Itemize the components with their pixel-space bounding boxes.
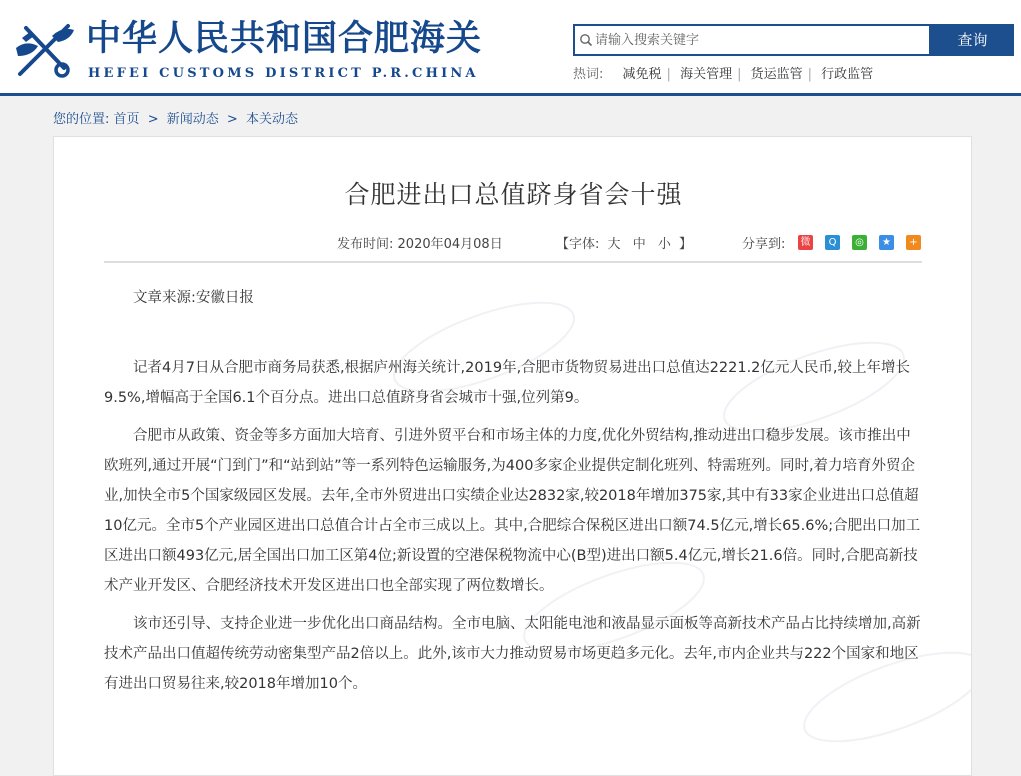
search-button[interactable]: 查询 — [931, 24, 1014, 56]
article-source: 文章来源:安徽日报 — [133, 290, 254, 306]
search-icon — [579, 33, 593, 47]
wechat-icon[interactable]: ◎ — [852, 235, 867, 250]
customs-logo-icon[interactable] — [12, 18, 78, 80]
article-paragraph: 记者4月7日从合肥市商务局获悉,根据庐州海关统计,2019年,合肥市货物贸易进出口总值达2221.2亿元人民币,较上年增长9.5%,增幅高于全国6.1个百分点。进出口总值跻身省会城市十强,位列第9。 — [104, 360, 911, 406]
publish-date-value: 2020年04月08日 — [397, 237, 503, 252]
hot-words: 热词: 减免税 | 海关管理 | 货运监管 | 行政监管 — [573, 63, 878, 82]
site-subtitle: HEFEI CUSTOMS DISTRICT P.R.CHINA — [88, 66, 479, 81]
font-size-medium[interactable]: 中 — [632, 237, 646, 252]
site-title: 中华人民共和国合肥海关 — [86, 18, 483, 59]
search-box — [573, 24, 931, 56]
hot-word-link[interactable]: 海关管理 — [680, 67, 733, 82]
site-header — [0, 0, 1021, 93]
publish-date — [337, 233, 503, 252]
hot-word-link[interactable]: 减免税 — [622, 67, 662, 82]
breadcrumb-news[interactable]: 新闻动态 — [166, 112, 219, 127]
breadcrumb — [53, 108, 298, 127]
article-paragraph: 合肥市从政策、资金等多方面加大培育、引进外贸平台和市场主体的力度,优化外贸结构,推动进出口稳步发展。该市推出中欧班列,通过开展“门到门”和“站到站”等一系列特色运输服务,为400多家企业提供定制化班列、特需班列。同时,着力培育外贸企业,加快全市5个国家级园区发展。去年,全市外贸进出口实绩企业达2832家,较2018年增加375家,其中有33家企业进出口总值超10亿元。全市5个产业园区进出口总值合计占全市三成以上。其中,合肥综合保税区进出口额74.5亿元,增长65.6%;合肥出口加工区进出口额493亿元,居全国出口加工区第4位;新设置的空港保税物流中心(B型)进出口额5.4亿元,增长21.6倍。同时,合肥高新技术产业开发区、合肥经济技术开发区进出口也全部实现了两位数增长。 — [104, 428, 921, 594]
meta-divider — [104, 261, 922, 263]
article-body — [104, 283, 922, 707]
breadcrumb-label: 您的位置: — [53, 112, 110, 127]
font-size-large[interactable]: 大 — [607, 237, 621, 252]
weibo-icon[interactable]: 微 — [798, 235, 813, 250]
hot-word-link[interactable]: 货运监管 — [750, 67, 803, 82]
font-size-switcher — [556, 233, 692, 252]
hot-word-link[interactable]: 行政监管 — [821, 67, 874, 82]
header-divider — [0, 93, 1021, 96]
breadcrumb-home[interactable]: 首页 — [113, 112, 140, 127]
publish-label: 发布时间: — [337, 237, 394, 252]
breadcrumb-separator: > — [147, 112, 159, 127]
font-size-close: 】 — [679, 237, 693, 252]
more-icon[interactable]: + — [906, 235, 921, 250]
breadcrumb-local-news[interactable]: 本关动态 — [245, 112, 298, 127]
search-input[interactable] — [595, 29, 925, 51]
qzone-icon[interactable]: Q — [825, 235, 840, 250]
hot-words-label: 热词: — [573, 67, 604, 82]
article-title: 合肥进出口总值跻身省会十强 — [344, 180, 683, 209]
breadcrumb-separator: > — [226, 112, 238, 127]
article-panel — [53, 136, 972, 776]
font-size-label: 【字体: — [556, 237, 600, 252]
font-size-small[interactable]: 小 — [657, 237, 671, 252]
article-paragraph: 该市还引导、支持企业进一步优化出口商品结构。全市电脑、太阳能电池和液晶显示面板等高新技术产品占比持续增加,高新技术产品出口值超传统劳动密集型产品2倍以上。此外,该市大力推动贸易市场更趋多元化。去年,市内企业共与222个国家和地区有进出口贸易往来,较2018年增加10个。 — [104, 616, 921, 692]
qq-icon[interactable]: ★ — [879, 235, 894, 250]
share-label: 分享到: — [742, 237, 786, 252]
